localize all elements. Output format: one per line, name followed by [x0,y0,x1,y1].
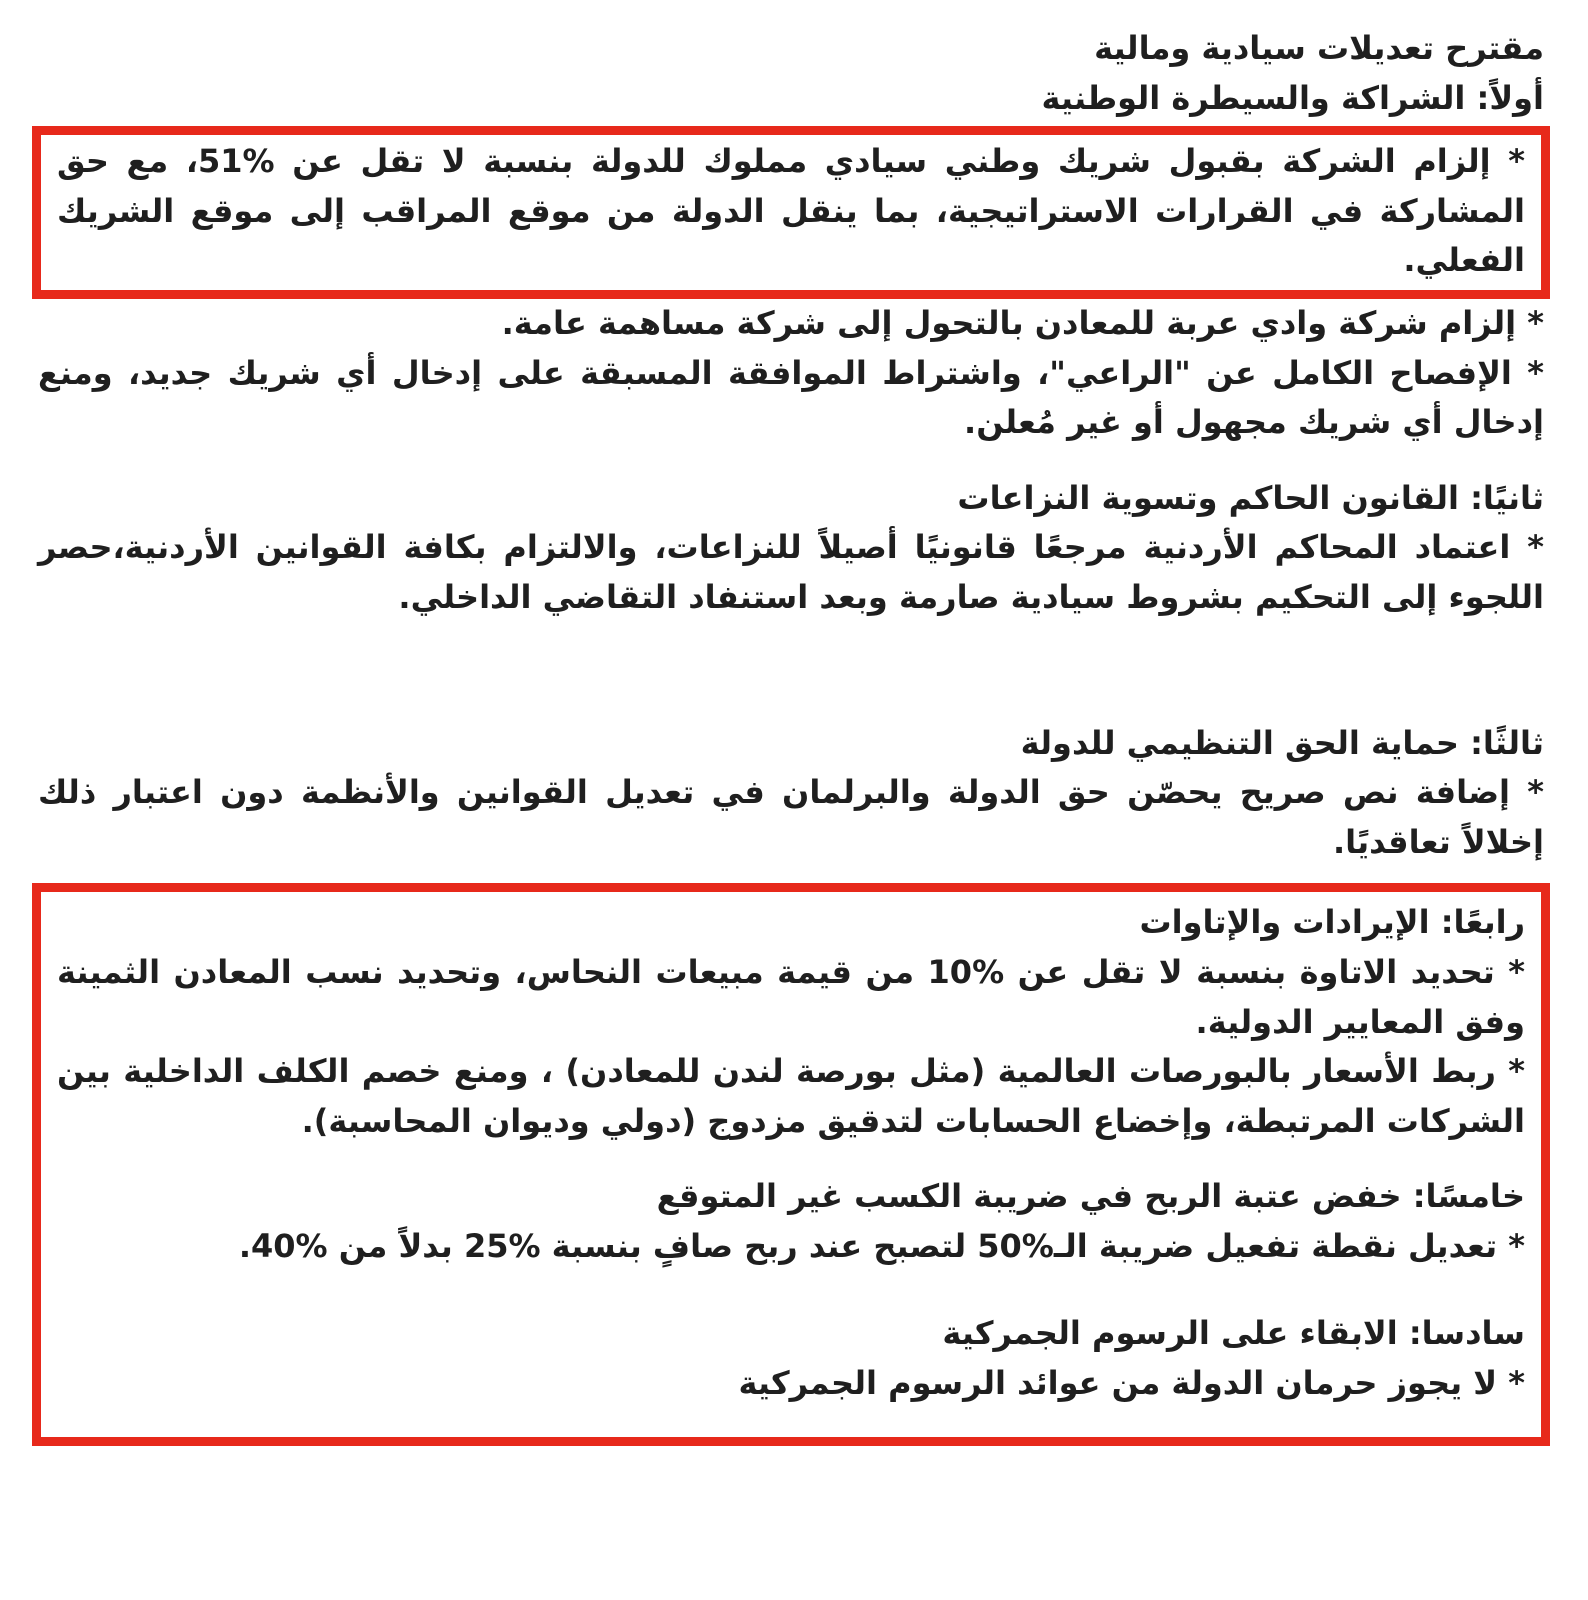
section2-item1: * اعتماد المحاكم الأردنية مرجعًا قانونيًا أصيلاً للنزاعات، والالتزام بكافة القوانين الأردنية،حصر اللجوء إلى التحكيم بشروط سيادية صارمة وبعد استنفاد التقاضي الداخلي. [38,528,1544,616]
section4-item2: * ربط الأسعار بالبورصات العالمية (مثل بورصة لندن للمعادن) ، ومنع خصم الكلف الداخلية بين الشركات المرتبطة، وإخضاع الحسابات لتدقيق مزدوج (دولي وديوان المحاسبة). [57,1052,1525,1140]
section5-heading: خامسًا: خفض عتبة الربح في ضريبة الكسب غير المتوقع [656,1177,1525,1216]
section3-item1: * إضافة نص صريح يحصّن حق الدولة والبرلمان في تعديل القوانين والأنظمة دون اعتبار ذلك إخلالاً تعاقديًا. [38,773,1544,861]
section4-heading: رابعًا: الإيرادات والإتاوات [1139,903,1525,942]
section6-heading: سادسا: الابقاء على الرسوم الجمركية [942,1314,1525,1353]
section2-heading: ثانيًا: القانون الحاكم وتسوية النزاعات [957,478,1544,517]
section1-boxed-item: * إلزام الشركة بقبول شريك وطني سيادي مملوك للدولة بنسبة لا تقل عن %51، مع حق المشاركة في القرارات الاستراتيجية، بما ينقل الدولة من موقع المراقب إلى موقع الشريك الفعلي. [57,142,1526,280]
section4-item1: * تحديد الاتاوة بنسبة لا تقل عن %10 من قيمة مبيعات النحاس، وتحديد نسب المعادن الثمينة وفق المعايير الدولية. [57,952,1526,1041]
document-title: مقترح تعديلات سيادية ومالية [1094,29,1544,67]
section1-heading: أولاً: الشراكة والسيطرة الوطنية [1041,78,1544,117]
section3-heading: ثالثًا: حماية الحق التنظيمي للدولة [1020,723,1544,762]
section5-item1: * تعديل نقطة تفعيل ضريبة الـ%50 لتصبح عند ربح صافٍ بنسبة %25 بدلاً من %40. [238,1226,1525,1265]
highlight-box-2 [32,883,1550,1445]
section1-item3: * الإفصاح الكامل عن "الراعي"، واشتراط الموافقة المسبقة على إدخال أي شريك جديد، ومنع إدخال أي شريك مجهول أو غير مُعلن. [38,353,1544,442]
section1-item2: * إلزام شركة وادي عربة للمعادن بالتحول إلى شركة مساهمة عامة. [501,303,1544,342]
highlight-box-1 [32,126,1550,299]
section6-item1: * لا يجوز حرمان الدولة من عوائد الرسوم الجمركية [738,1364,1525,1403]
